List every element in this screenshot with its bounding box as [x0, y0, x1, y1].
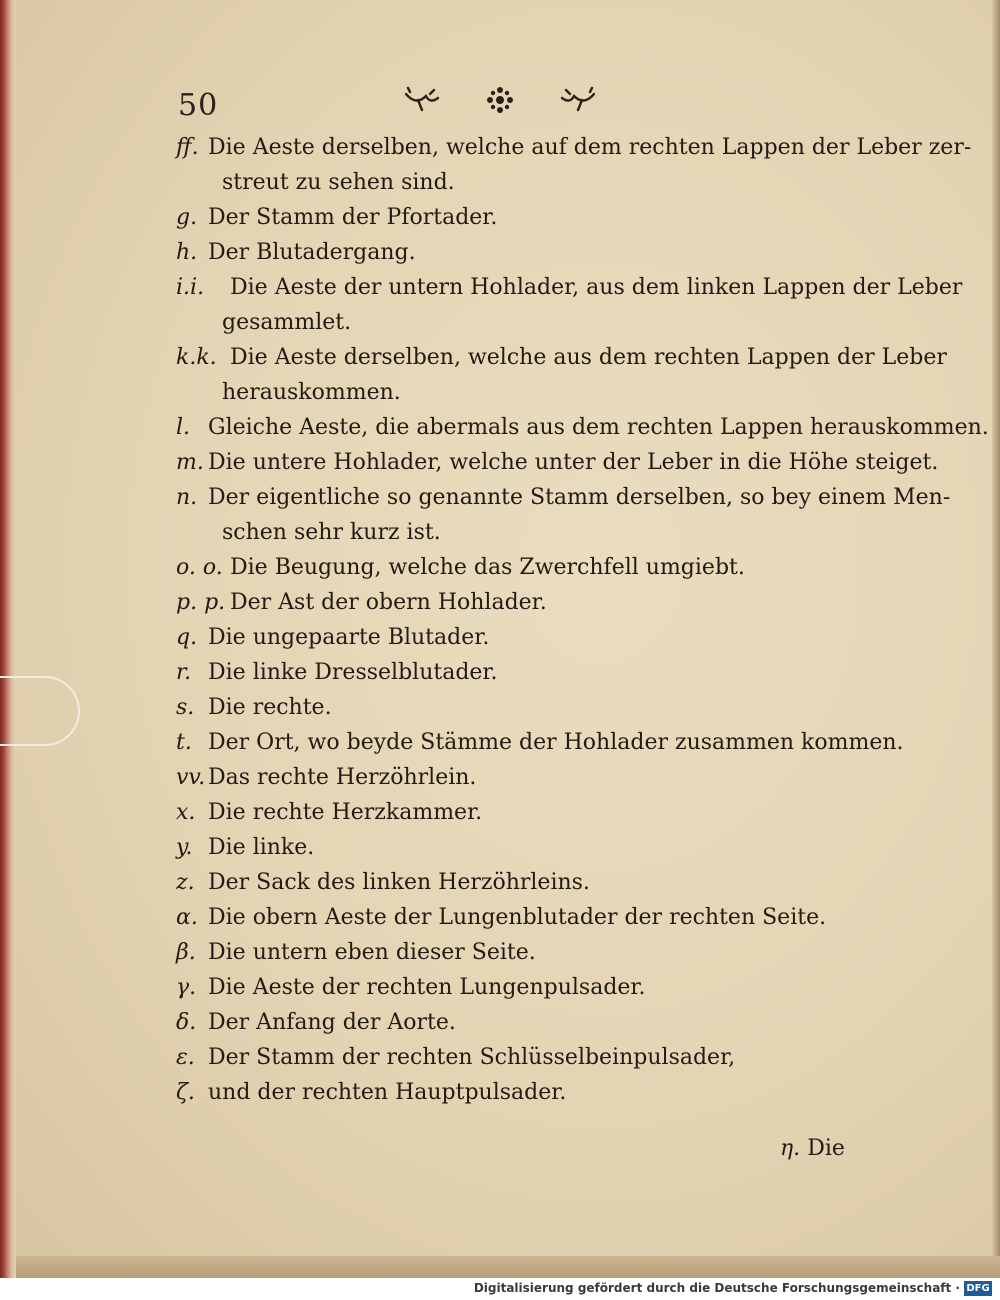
- legend-entry: [176, 620, 876, 655]
- entry-text: Die untern eben dieser Seite.: [208, 940, 536, 965]
- entry-text: Die linke Dresselblutader.: [208, 660, 498, 685]
- legend-entry: [176, 445, 939, 480]
- entry-label: δ.: [176, 1010, 197, 1035]
- entry-text: Gleiche Aeste, die abermals aus dem rechten Lappen herauskommen.: [208, 415, 989, 440]
- entry-text: Die Aeste der untern Hohlader, aus dem linken Lappen der Leber: [230, 275, 963, 300]
- book-binding-edge: [0, 0, 16, 1278]
- bookmark-loop: [0, 676, 80, 746]
- legend-entry: [176, 1005, 876, 1040]
- entry-continuation: streut zu sehen sind.: [222, 170, 455, 195]
- page-bottom-edge: [16, 1256, 1000, 1278]
- entry-label: ζ.: [176, 1080, 195, 1105]
- entry-label: y.: [176, 835, 193, 860]
- entry-label: t.: [176, 730, 192, 755]
- entry-label: β.: [176, 940, 196, 965]
- entry-text: Die Aeste derselben, welche aus dem rechten Lappen der Leber: [230, 345, 947, 370]
- page-right-edge: [992, 0, 1000, 1278]
- legend-entries: [176, 130, 989, 1110]
- entry-label: q.: [176, 625, 198, 650]
- entry-text: Der Ast der obern Hohlader.: [230, 590, 547, 615]
- legend-entry: [176, 200, 876, 235]
- legend-entry: [176, 1040, 876, 1075]
- entry-text: und der rechten Hauptpulsader.: [208, 1080, 567, 1105]
- entry-label: x.: [176, 800, 196, 825]
- legend-entry: [176, 655, 876, 690]
- entry-label: r.: [176, 660, 192, 685]
- entry-label: α.: [176, 905, 198, 930]
- entry-text: Der eigentliche so genannte Stamm derselben, so bey einem Men-: [208, 485, 951, 510]
- entry-label: m.: [176, 450, 204, 475]
- entry-text: Der Stamm der Pfortader.: [208, 205, 498, 230]
- printer-ornament-icon: [400, 84, 600, 116]
- entry-text: Die Aeste der rechten Lungenpulsader.: [208, 975, 646, 1000]
- legend-entry: [176, 690, 876, 725]
- entry-label: n.: [176, 485, 198, 510]
- entry-label: γ.: [176, 975, 197, 1000]
- legend-entry: [176, 760, 876, 795]
- legend-entry: [176, 550, 876, 585]
- legend-entry: [176, 1075, 876, 1110]
- entry-label: p. p.: [176, 590, 226, 615]
- entry-label: g.: [176, 205, 198, 230]
- page-number: 50: [178, 88, 219, 123]
- legend-entry: [176, 410, 989, 445]
- entry-label: k.k.: [176, 345, 217, 370]
- legend-entry: [176, 830, 876, 865]
- legend-entry: [176, 585, 876, 620]
- entry-text: Das rechte Herzöhrlein.: [208, 765, 477, 790]
- entry-label: s.: [176, 695, 195, 720]
- legend-entry: [176, 900, 876, 935]
- entry-label: z.: [176, 870, 195, 895]
- legend-entry: [176, 795, 876, 830]
- legend-entry: [176, 725, 904, 760]
- legend-entry: [176, 340, 947, 375]
- legend-entry: [176, 270, 963, 305]
- entry-label: ff.: [176, 135, 199, 160]
- entry-text: Die Aeste derselben, welche auf dem rechten Lappen der Leber zer-: [208, 135, 972, 160]
- entry-label: i.i.: [176, 275, 205, 300]
- entry-text: Der Blutadergang.: [208, 240, 416, 265]
- catchword: [780, 1136, 845, 1161]
- catchword-label: η.: [780, 1136, 801, 1161]
- entry-text: Der Anfang der Aorte.: [208, 1010, 456, 1035]
- entry-text: Die obern Aeste der Lungenblutader der rechten Seite.: [208, 905, 827, 930]
- legend-entry: [176, 865, 876, 900]
- catchword-text: Die: [807, 1136, 845, 1161]
- legend-entry: [176, 970, 876, 1005]
- entry-label: ε.: [176, 1045, 195, 1070]
- entry-text: Die untere Hohlader, welche unter der Leber in die Höhe steiget.: [208, 450, 939, 475]
- entry-label: l.: [176, 415, 191, 440]
- digitization-footer: [0, 1278, 1000, 1300]
- entry-text: Die rechte Herzkammer.: [208, 800, 483, 825]
- entry-label: vv.: [176, 765, 206, 790]
- entry-label: o. o.: [176, 555, 223, 580]
- entry-label: h.: [176, 240, 198, 265]
- entry-text: Die rechte.: [208, 695, 332, 720]
- entry-text: Die Beugung, welche das Zwerchfell umgiebt.: [230, 555, 745, 580]
- entry-text: Der Stamm der rechten Schlüsselbeinpulsader,: [208, 1045, 736, 1070]
- legend-entry: [176, 130, 972, 165]
- legend-entry: [176, 935, 876, 970]
- entry-text: Die linke.: [208, 835, 315, 860]
- legend-entry: [176, 235, 876, 270]
- entry-text: Der Ort, wo beyde Stämme der Hohlader zusammen kommen.: [208, 730, 904, 755]
- entry-continuation: gesammlet.: [222, 310, 352, 335]
- entry-continuation: schen sehr kurz ist.: [222, 520, 441, 545]
- entry-continuation: herauskommen.: [222, 380, 401, 405]
- dfg-logo-icon: DFG: [964, 1281, 992, 1296]
- legend-entry: [176, 480, 951, 515]
- entry-text: Der Sack des linken Herzöhrleins.: [208, 870, 590, 895]
- funding-notice: Digitalisierung gefördert durch die Deutsche Forschungsgemeinschaft ·: [473, 1281, 960, 1295]
- entry-text: Die ungepaarte Blutader.: [208, 625, 490, 650]
